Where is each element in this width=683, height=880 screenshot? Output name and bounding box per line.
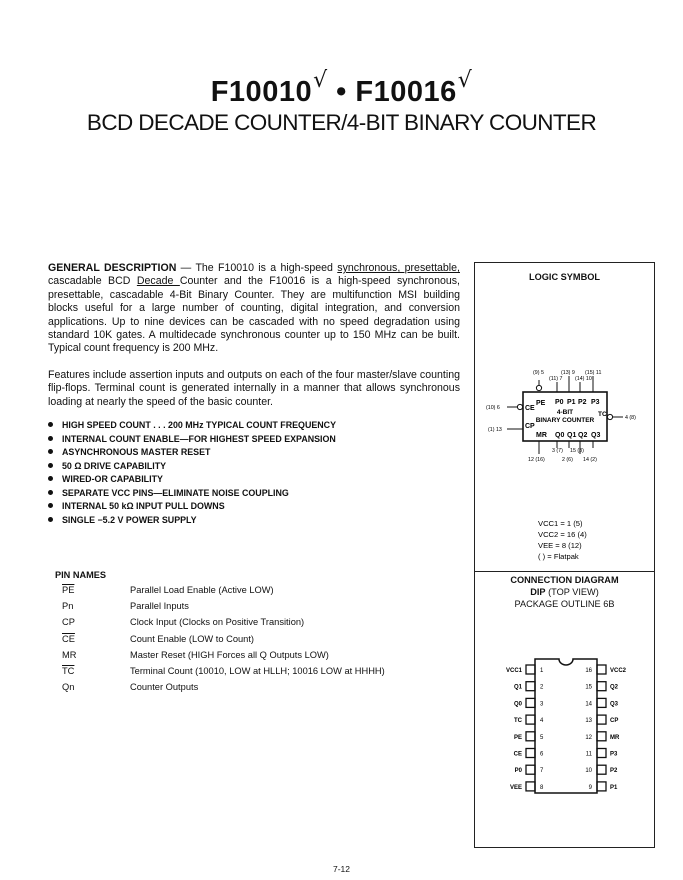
text: Counter and the F10016 is a high-speed synchronous, presettable, cascadable 4-Bit Binary Counter. They are multifunction MSI building blocks useful for a large number of counting, digital integration, and conversion applications. Up to nine devices can be cascaded with no speed degradation using standard 10K gates. A multidecade synchronous counter up to 150 MHz can be built. Typical count frequency is 200 MHz. (48, 275, 460, 355)
pin-description: Clock Input (Clocks on Positive Transition) (130, 617, 305, 628)
dip-pin-number: 10 (585, 768, 592, 775)
feature-text: HIGH SPEED COUNT . . . 200 MHz TYPICAL COUNT FREQUENCY (62, 420, 337, 430)
bottom-pin-number: 12 (16) (528, 457, 545, 463)
dip-pin-number: 4 (540, 718, 544, 725)
title-part-f10016: F10016 (355, 76, 457, 108)
feature-text: WIRED-OR CAPABILITY (62, 474, 163, 484)
feature-text: SINGLE −5.2 V POWER SUPPLY (62, 514, 197, 525)
dip-pin-number: 15 (585, 684, 592, 691)
dip-pin-number: 12 (585, 734, 592, 741)
page-number: 7-12 (332, 864, 350, 874)
dip-pin-right (597, 665, 606, 674)
pin-symbol: CP (62, 617, 75, 628)
dip-pin-name: P2 (610, 768, 618, 775)
pin-description: Master Reset (HIGH Forces all Q Outputs LOW) (130, 649, 329, 660)
output-label-bottom: Q3 (591, 432, 601, 439)
dip-pin-name: Q2 (610, 684, 619, 691)
pin-symbol: $\overline{TC}$ (62, 666, 75, 676)
page-subtitle: BCD DECADE COUNTER/4-BIT BINARY COUNTER (86, 110, 597, 135)
dip-pin-name: CE (513, 751, 522, 758)
top-pin-number: (14) 10 (575, 376, 592, 382)
dip-pin-number: 3 (540, 701, 544, 708)
inversion-bubble (607, 414, 612, 419)
dip-pin-right (597, 749, 606, 758)
input-label-top: P1 (567, 399, 576, 406)
dip-pin-name: VEE (509, 784, 522, 791)
logic-symbol-title: LOGIC SYMBOL (529, 272, 600, 282)
dip-pin-right (597, 698, 606, 707)
supply-note: VCC1 = 1 (5) (538, 519, 583, 528)
dip-pin-right (597, 732, 606, 741)
handwritten-check-mark: √ (313, 68, 328, 93)
pin-symbol: Pn (62, 601, 74, 612)
body-label-4bit: 4-BIT (556, 409, 574, 416)
pin-description: Parallel Load Enable (Active LOW) (130, 585, 274, 595)
dip-pin-name: Q3 (610, 701, 619, 708)
dip-pin-number: 8 (540, 784, 544, 791)
title-separator: • (336, 76, 347, 108)
dip-pin-number: 1 (540, 668, 544, 674)
dip-pin-number: 5 (540, 734, 544, 741)
dip-pin-name: VCC2 (610, 668, 627, 674)
underlined-text: synchronous, presettable, (337, 262, 460, 274)
dip-pin-name: TC (514, 718, 522, 725)
text: The F10010 is a high-speed (195, 262, 338, 274)
pin-symbol: $\overline{CE}$ (62, 633, 75, 644)
dip-pin-left (526, 698, 535, 707)
dip-pin-left (526, 782, 535, 791)
cp-label: CP (525, 423, 535, 430)
pin-description: Count Enable (LOW to Count) (130, 633, 255, 644)
dip-pin-right (597, 765, 606, 774)
ce-label: CE (525, 405, 535, 412)
dip-pin-name: CP (610, 718, 619, 725)
feature-text: INTERNAL COUNT ENABLE—FOR HIGHEST SPEED EXPANSION (62, 433, 336, 444)
bottom-pin-number: 3 (7) (552, 448, 563, 454)
dip-pin-number: 9 (588, 784, 592, 791)
top-pin-number: (13) 9 (561, 370, 575, 376)
input-label-top: PE (536, 400, 546, 407)
pin-symbol: $\overline{PE}$ (62, 585, 75, 595)
inversion-bubble (536, 385, 541, 390)
pin-description: Parallel Inputs (130, 601, 189, 612)
feature-text: ASYNCHRONOUS MASTER RESET (62, 447, 211, 457)
dip-pin-number: 2 (540, 684, 544, 691)
output-label-bottom: Q2 (578, 432, 588, 439)
output-label-bottom: Q1 (567, 432, 577, 439)
description-paragraph-2: Features include assertion inputs and outputs on each of the four master/slave counting flip-flops. Terminal count is generated internally in a manner that allows synchronous loading at nearly the speed of the basic counter. (48, 368, 460, 408)
pin-description: Terminal Count (10010, LOW at HLLH; 10016 LOW at HHHH) (130, 666, 385, 676)
dip-pin-name: PE (513, 734, 522, 741)
underlined-text: Decade (136, 275, 180, 288)
tc-pin-number: 4 (8) (625, 415, 636, 421)
pin-symbol: MR (62, 649, 77, 660)
pin-symbol: Qn (62, 682, 75, 693)
feature-text: INTERNAL 50 kΩ INPUT PULL DOWNS (62, 501, 225, 511)
input-label-top: P0 (555, 399, 564, 406)
top-pin-number: (9) 5 (533, 370, 544, 376)
dip-pin-left (526, 682, 535, 691)
top-view-label: (TOP VIEW) (545, 587, 599, 597)
pin-description: Counter Outputs (130, 682, 199, 693)
body-label-binary-counter: BINARY COUNTER (535, 417, 595, 424)
title-part-f10010: F10010 (210, 76, 313, 108)
dip-pin-left (526, 749, 535, 758)
handwritten-check-mark: √ (457, 68, 473, 93)
description-heading: GENERAL DESCRIPTION (48, 262, 177, 274)
dip-pin-name: P0 (514, 768, 522, 775)
inversion-bubble (517, 404, 522, 409)
bottom-pin-number: 15 (3) (570, 448, 584, 454)
text: cascadable BCD (48, 275, 137, 288)
dip-pin-name: VCC1 (505, 668, 522, 674)
dip-pin-number: 14 (585, 701, 592, 708)
dip-pin-number: 7 (540, 768, 544, 775)
output-label-bottom: MR (536, 432, 547, 439)
dip-pin-left (526, 665, 535, 674)
dip-pin-left (526, 765, 535, 774)
dash: — (176, 262, 196, 274)
feature-text: 50 Ω DRIVE CAPABILITY (62, 460, 167, 471)
tc-label: TC (598, 411, 607, 418)
dip-pin-left (526, 715, 535, 724)
dip-pin-right (597, 682, 606, 691)
connection-diagram-title: CONNECTION DIAGRAM (510, 575, 619, 585)
dip-pin-name: Q1 (513, 684, 522, 691)
output-label-bottom: Q0 (555, 432, 565, 439)
dip-pin-number: 11 (585, 751, 592, 758)
supply-note: VEE = 8 (12) (538, 541, 582, 550)
dip-pin-name: P3 (610, 751, 618, 758)
supply-note: VCC2 = 16 (4) (538, 530, 587, 539)
input-label-top: P3 (591, 399, 600, 406)
input-label-top: P2 (578, 399, 587, 406)
dip-pin-right (597, 782, 606, 791)
dip-pin-left (526, 732, 535, 741)
dip-pin-number: 16 (585, 668, 592, 674)
dip-pin-name: MR (610, 734, 620, 741)
cp-pin-number: (1) 13 (488, 427, 502, 433)
dip-label: DIP (530, 587, 546, 597)
feature-text: SEPARATE VCC PINS—ELIMINATE NOISE COUPLING (62, 487, 289, 498)
dip-pin-name: P1 (610, 784, 618, 791)
top-pin-number: (15) 11 (585, 370, 602, 376)
top-pin-number: (11) 7 (549, 376, 563, 382)
bottom-pin-number: 14 (2) (583, 457, 597, 463)
pin-names-heading: PIN NAMES (55, 570, 107, 580)
dip-pin-number: 13 (585, 718, 592, 725)
dip-pin-name: Q0 (513, 701, 522, 708)
package-outline: PACKAGE OUTLINE 6B (514, 599, 615, 609)
supply-note: ( ) = Flatpak (538, 552, 579, 561)
dip-pin-right (597, 715, 606, 724)
bottom-pin-number: 2 (6) (562, 457, 573, 463)
ce-pin-number: (10) 6 (486, 405, 500, 411)
dip-pin-number: 6 (540, 751, 544, 758)
